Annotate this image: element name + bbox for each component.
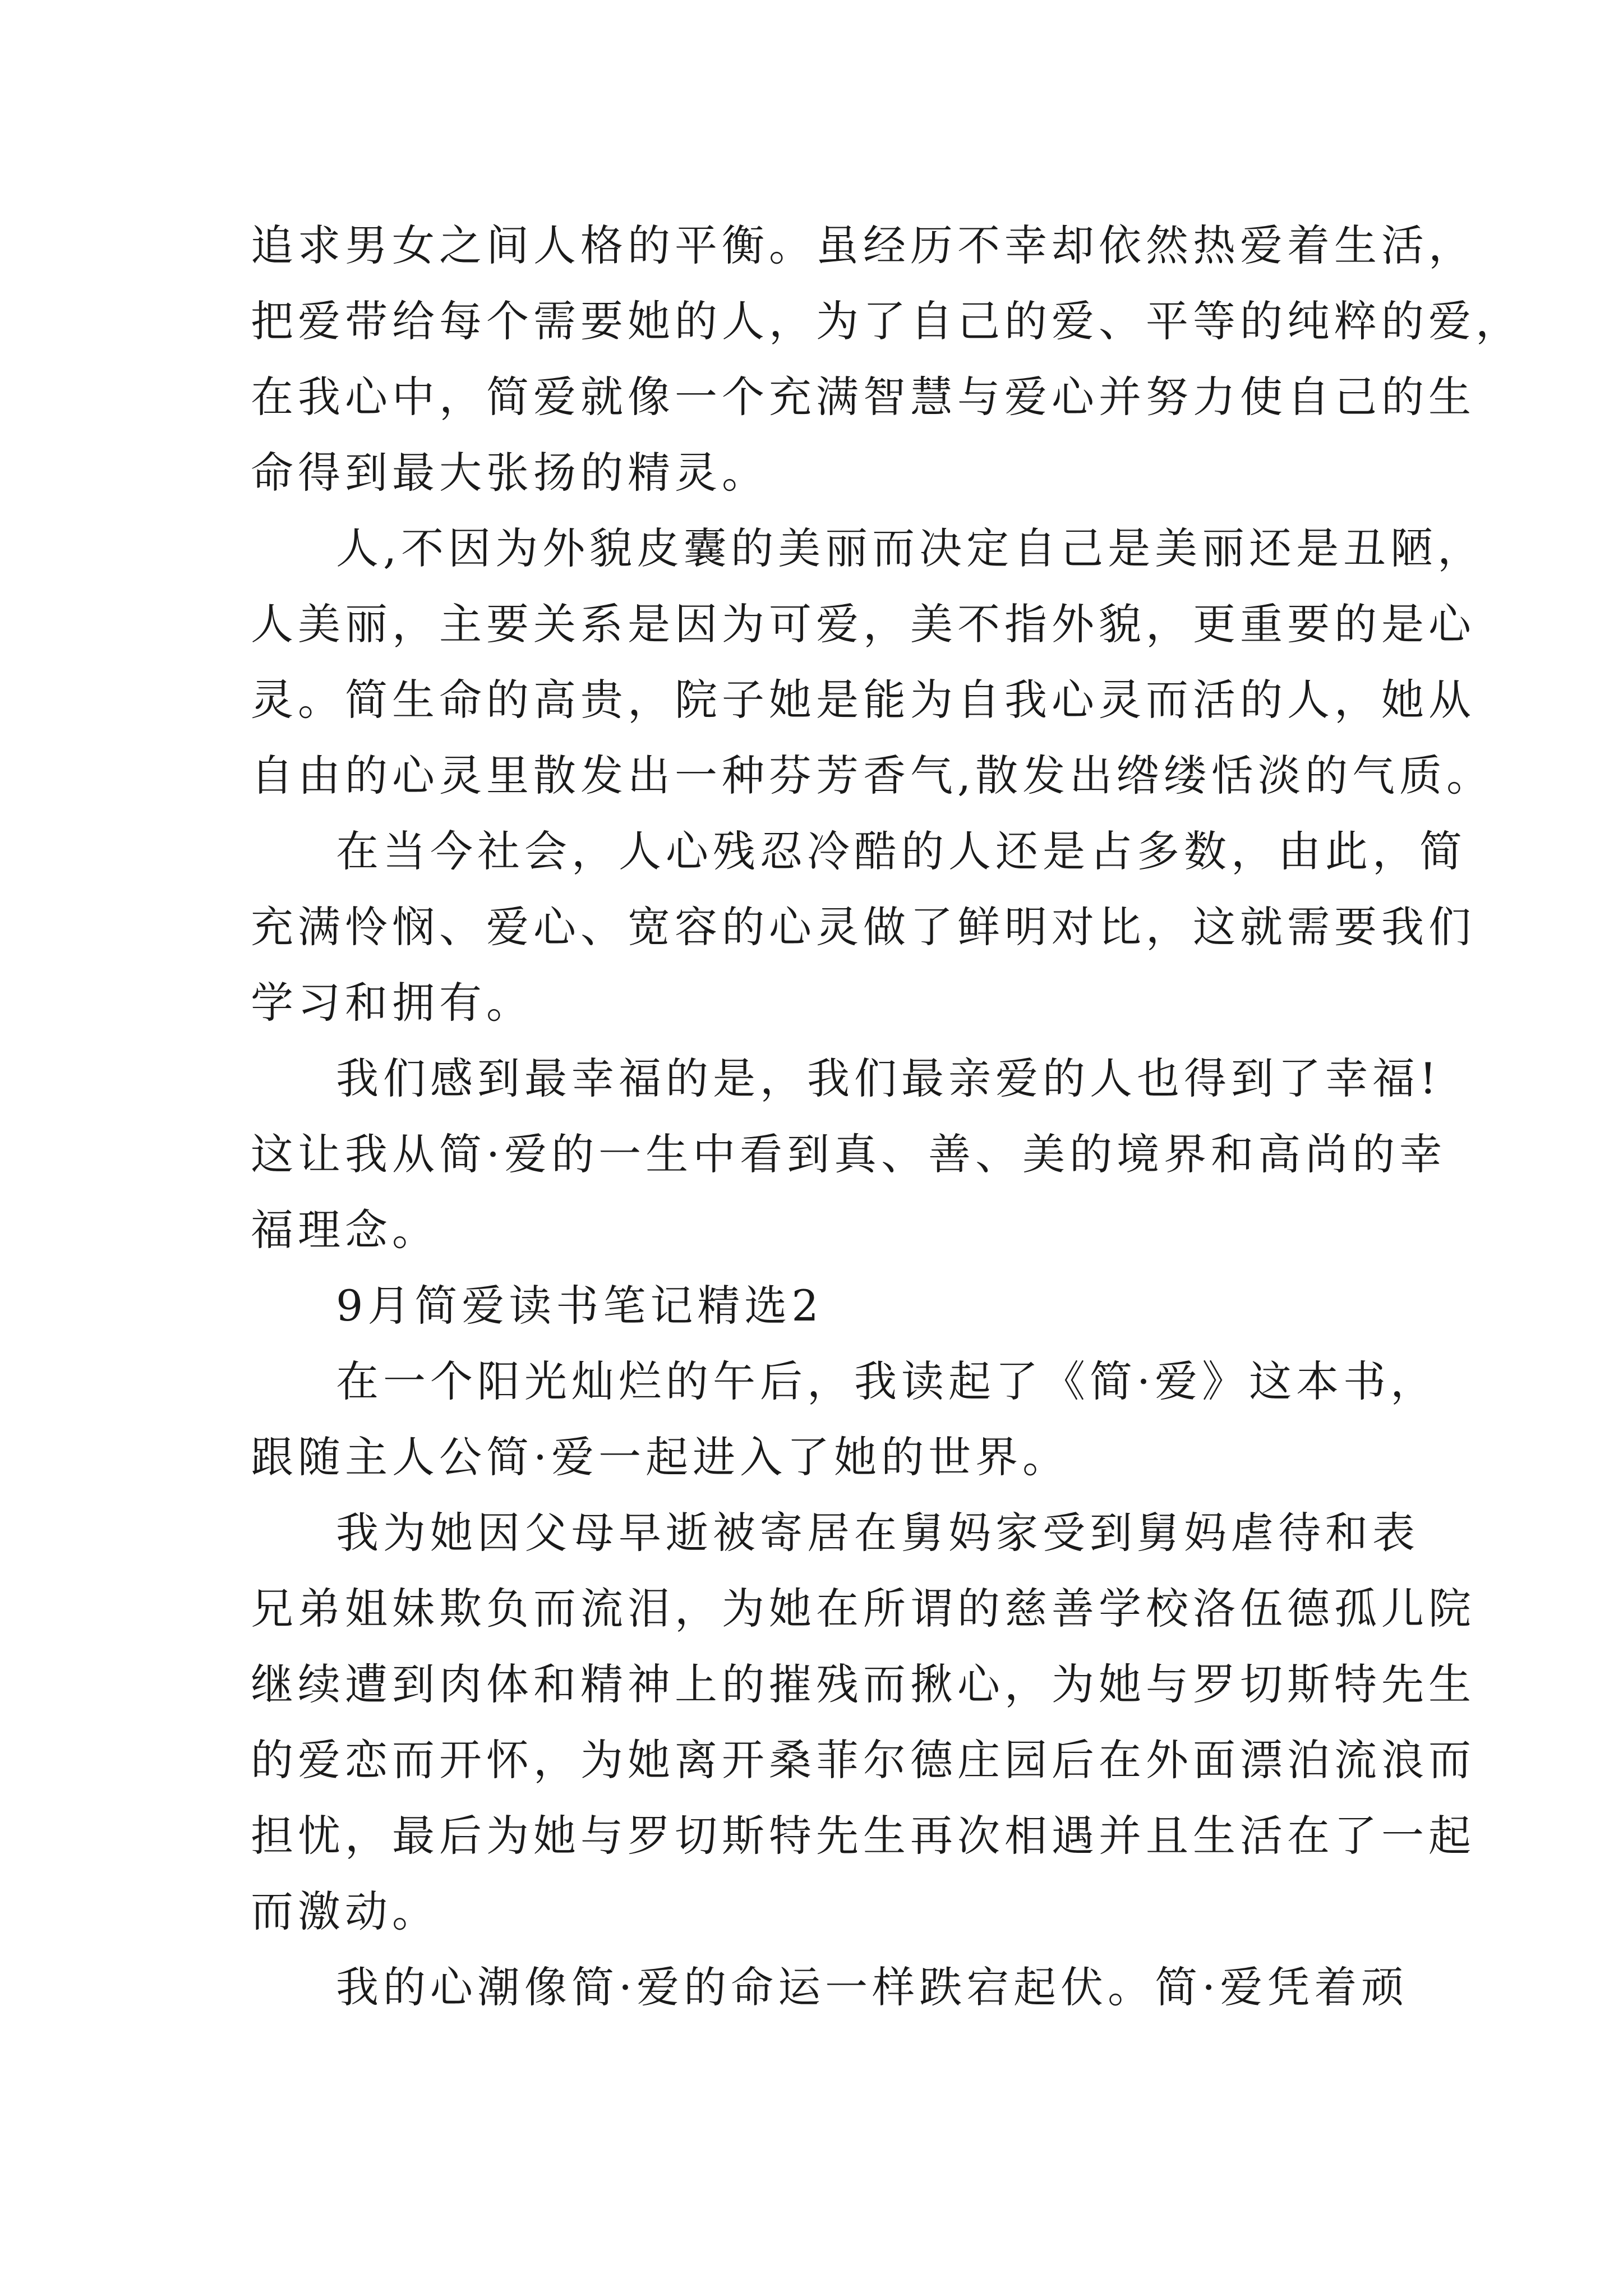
text-line: 人美丽，主要关系是因为可爱，美不指外貌，更重要的是心 — [251, 599, 1476, 649]
text-line: 我们感到最幸福的是，我们最亲爱的人也得到了幸福! — [336, 1053, 1441, 1103]
text-line: 在一个阳光灿烂的午后，我读起了《简·爱》这本书， — [336, 1356, 1438, 1406]
text-line: 我为她因父母早逝被寄居在舅妈家受到舅妈虐待和表 — [336, 1508, 1419, 1558]
text-line: 继续遭到肉体和精神上的摧残而揪心，为她与罗切斯特先生 — [251, 1659, 1476, 1709]
text-line: 人,不因为外貌皮囊的美丽而决定自己是美丽还是丑陋， — [336, 523, 1485, 573]
text-line: 的爱恋而开怀，为她离开桑菲尔德庄园后在外面漂泊流浪而 — [251, 1735, 1476, 1785]
text-line: 跟随主人公简·爱一起进入了她的世界。 — [251, 1432, 1070, 1482]
text-line: 我的心潮像简·爱的命运一样跌宕起伏。简·爱凭着顽 — [336, 1962, 1409, 2012]
text-line: 命得到最大张扬的精灵。 — [251, 448, 769, 498]
text-line: 这让我从简·爱的一生中看到真、善、美的境界和高尚的幸 — [251, 1129, 1447, 1179]
text-line: 自由的心灵里散发出一种芬芳香气,散发出绺缕恬淡的气质。 — [251, 751, 1494, 800]
text-line: 在当今社会，人心残忍冷酷的人还是占多数，由此，简 — [336, 826, 1467, 876]
text-line: 学习和拥有。 — [251, 978, 533, 1028]
text-line: 担忧，最后为她与罗切斯特先生再次相遇并且生活在了一起 — [251, 1811, 1476, 1861]
text-line: 在我心中，简爱就像一个充满智慧与爱心并努力使自己的生 — [251, 372, 1476, 422]
text-line: 而激动。 — [251, 1887, 439, 1936]
document-body — [251, 208, 1523, 2025]
text-line: 兄弟姐妹欺负而流泪，为她在所谓的慈善学校洛伍德孤儿院 — [251, 1584, 1476, 1634]
text-line: 福理念。 — [251, 1205, 439, 1255]
text-line: 追求男女之间人格的平衡。虽经历不幸却依然热爱着生活， — [251, 220, 1476, 270]
section-heading: 9月简爱读书笔记精选2 — [336, 1281, 823, 1331]
text-line: 灵。简生命的高贵，院子她是能为自我心灵而活的人，她从 — [251, 675, 1476, 725]
text-line: 充满怜悯、爱心、宽容的心灵做了鲜明对比，这就需要我们 — [251, 902, 1476, 952]
text-line: 把爱带给每个需要她的人，为了自己的爱、平等的纯粹的爱， — [251, 296, 1523, 346]
